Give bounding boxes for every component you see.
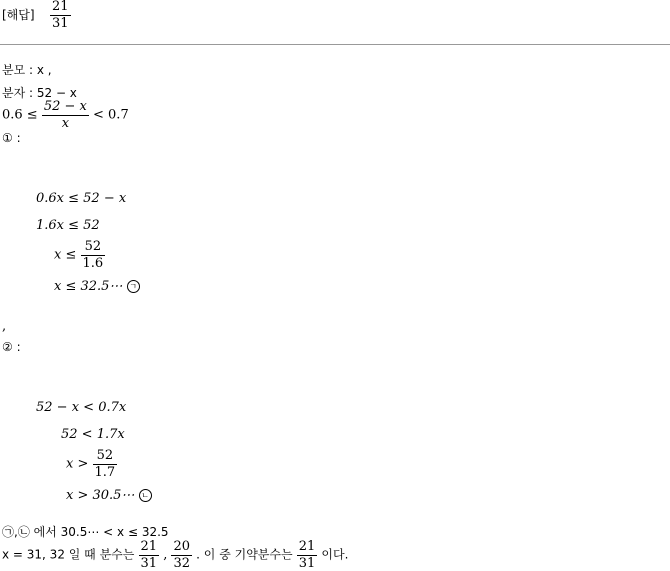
part2-label: ② :	[2, 340, 21, 354]
p2-step1: 52 − x < 0.7x	[36, 400, 127, 415]
final-line	[2, 540, 348, 570]
combine-line: ㉠,㉡ 에서 30.5⋯ < x ≤ 32.5	[2, 525, 169, 539]
final-f1-numerator: 21	[140, 539, 158, 554]
final-f3-numerator: 21	[298, 539, 316, 554]
p1-step3-lhs: x ≤	[54, 247, 77, 263]
final-f1-denominator: 31	[140, 555, 158, 571]
answer-label: [해답]	[2, 8, 35, 22]
final-f3-denominator: 31	[298, 555, 316, 571]
ineq-denominator: x	[61, 115, 70, 131]
p2-step3	[66, 449, 117, 479]
p1-step3-fraction	[81, 240, 106, 270]
ineq-numerator: 52 − x	[43, 99, 87, 114]
main-inequality	[2, 100, 129, 130]
divider	[0, 44, 670, 45]
p2-step4	[66, 489, 152, 502]
final-prefix: x = 31, 32 일 때 분수는	[2, 547, 135, 562]
p1-step3	[54, 240, 105, 270]
p2-step3-denominator: 1.7	[94, 464, 116, 480]
final-f2-numerator: 20	[173, 539, 191, 554]
numerator-line: 분자 : 52 − x	[2, 86, 77, 100]
p2-step2: 52 < 1.7x	[61, 427, 125, 442]
p1-step2: 1.6x ≤ 52	[36, 218, 100, 233]
final-fraction-2	[171, 540, 192, 570]
p2-step3-lhs: x >	[66, 456, 89, 472]
ineq-fraction	[42, 100, 89, 130]
answer-fraction	[50, 0, 71, 30]
mark-giyeok-icon: ㄱ	[127, 280, 140, 293]
p1-step3-denominator: 1.6	[82, 255, 104, 271]
p2-step3-numerator: 52	[93, 449, 118, 465]
final-sep: ,	[163, 547, 168, 563]
ineq-left: 0.6 ≤	[2, 107, 38, 123]
final-f2-denominator: 32	[173, 555, 191, 571]
final-fraction-3	[297, 540, 318, 570]
final-suffix: 이다.	[321, 547, 349, 562]
final-fraction-1	[139, 540, 160, 570]
p1-step4-text: x ≤ 32.5⋯	[54, 279, 123, 294]
p1-step4	[54, 280, 140, 293]
p1-step3-numerator: 52	[81, 240, 106, 256]
answer-numerator: 21	[52, 0, 69, 14]
part1-label: ① :	[2, 131, 21, 145]
answer-denominator: 31	[52, 15, 69, 31]
p1-step1: 0.6x ≤ 52 − x	[36, 191, 127, 206]
comma: ,	[2, 319, 7, 334]
final-mid: . 이 중 기약분수는	[196, 547, 293, 562]
ineq-right: < 0.7	[93, 107, 129, 123]
mark-nieun-icon: ㄴ	[139, 489, 152, 502]
p2-step4-text: x > 30.5⋯	[66, 488, 135, 503]
denominator-line: 분모 : x ,	[2, 63, 52, 77]
p2-step3-fraction	[93, 449, 118, 479]
